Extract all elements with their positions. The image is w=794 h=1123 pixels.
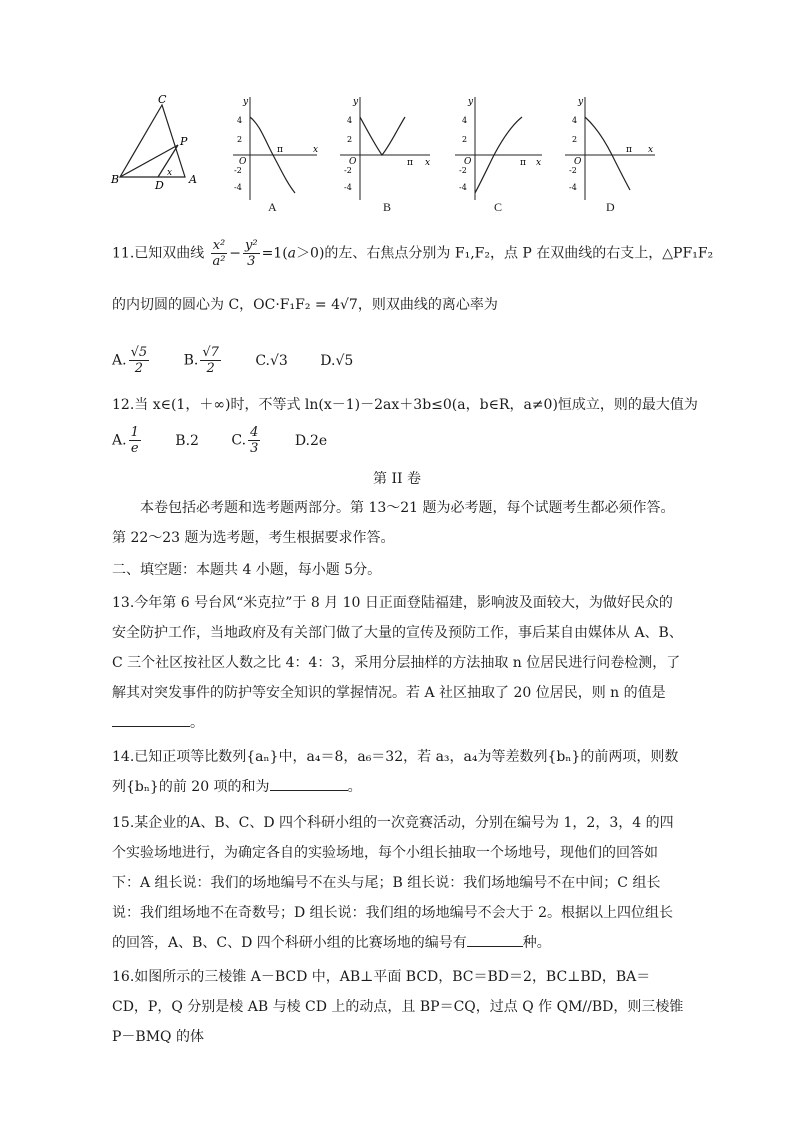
section-title: 第 II 卷 <box>373 471 421 487</box>
answer-blank[interactable] <box>270 776 348 791</box>
graph-c <box>450 95 545 205</box>
svg-text:y: y <box>353 97 359 107</box>
q15: 15.某企业的A、B、C、D 四个科研小组的一次竞赛活动，分别在编号为 1，2，3，4 的四个实验场地进行，为确定各自的实验场地，每个小组长抽取一个场地号，现他们的回答如下：A 组长说：我们的场地编号不在头与尾；B 组长说：我们场地编号不在中间；C 组长说：我们组场地不在奇数号；D 组长说：我们组的场地编号不会大于 2。根据以上四位组长的回答，A、B、C、D 四个科研小组的比赛场地的编号有 种。 <box>112 815 674 951</box>
svg-text:y: y <box>243 97 249 107</box>
svg-text:-4: -4 <box>569 183 577 192</box>
svg-text:4: 4 <box>237 116 243 125</box>
svg-text:O: O <box>464 157 472 167</box>
q16: 16.如图所示的三棱锥 A－BCD 中，AB⊥平面 BCD，BC＝BD＝2，BC⊥BD，BA＝CD，P，Q 分别是棱 AB 与棱 CD 上的动点，且 BP＝CQ，过点 Q 作 QM//BD，则三棱锥 P－BMQ 的体 <box>112 969 684 1045</box>
answer-blank[interactable] <box>112 712 190 727</box>
svg-text:-2: -2 <box>459 166 467 175</box>
q12-options: A. $\frac{1}{e}$ B.2 C. $\frac{4}{3}$ D.2e <box>112 425 328 456</box>
graph-a <box>225 95 320 205</box>
fraction: $\frac{\text{x²}}{\text{a²}}$ <box>212 238 226 269</box>
label-d: D <box>155 179 164 192</box>
svg-text:-2: -2 <box>234 166 242 175</box>
svg-text:-4: -4 <box>344 183 352 192</box>
q12-text: 12.当 x∈(1，＋∞)时，不等式 ln(x－1)－2ax＋3b≤0(a，b∈R，a≠0)恒成立，则的最大值为 <box>112 397 698 413</box>
graph-b <box>335 95 435 205</box>
svg-text:x: x <box>648 145 654 155</box>
svg-text:π: π <box>520 158 526 168</box>
svg-text:2: 2 <box>462 135 468 144</box>
svg-text:y: y <box>578 97 584 107</box>
section-intro: 本卷包括必考题和选考题两部分。第 13～21 题为必考题，每个试题考生都必须作答。第 22～23 题为选考题，考生根据要求作答。 <box>112 500 675 546</box>
svg-text:y: y <box>468 97 474 107</box>
svg-text:x: x <box>536 158 542 168</box>
q11-line1: 11.已知双曲线 $\frac{\text{x²}}{\text{a²}}$ − $\frac{\text{y²}}{3}$ =1(a＞0)的左、右焦点分别为 F₁,F₂，点 P 在双曲线的右支上，△PF₁F₂ <box>112 238 714 269</box>
svg-text:2: 2 <box>347 135 353 144</box>
svg-text:-2: -2 <box>569 166 577 175</box>
svg-text:4: 4 <box>572 116 578 125</box>
svg-text:π: π <box>277 145 283 155</box>
svg-text:4: 4 <box>347 116 353 125</box>
svg-text:x: x <box>313 145 319 155</box>
q13: 13.今年第 6 号台风“米克拉”于 8 月 10 日正面登陆福建，影响波及面较大，为做好民众的安全防护工作，当地政府及有关部门做了大量的宣传及预防工作，事后某自由媒体从 A、B、C 三个社区按社区人数之比 4：4：3，采用分层抽样的方法抽取 n 位居民进行问卷检测，了解其对突发事件的防护等安全知识的掌握情况。若 A 社区抽取了 20 位居民，则 n 的值是。 <box>112 595 683 731</box>
svg-text:-4: -4 <box>234 183 242 192</box>
label-x: x <box>167 168 173 178</box>
caption-b: B <box>383 200 392 214</box>
svg-text:2: 2 <box>237 135 243 144</box>
svg-text:2: 2 <box>572 135 578 144</box>
svg-text:-4: -4 <box>459 183 467 192</box>
q11-options: A. $\frac{√5}{2}$ B. $\frac{√7}{2}$ C.√3 D.√5 <box>112 345 354 376</box>
answer-blank[interactable] <box>467 932 523 947</box>
graph-d <box>560 95 660 205</box>
caption-d: D <box>606 200 615 214</box>
triangle-figure <box>110 95 205 195</box>
q11-line2: 的内切圆的圆心为 C，OC·F₁F₂ = 4√7，则双曲线的离心率为 <box>112 297 498 313</box>
section-header: 二、填空题：本题共 4 小题，每小题 5分。 <box>112 562 382 578</box>
svg-text:-2: -2 <box>344 166 352 175</box>
svg-text:O: O <box>239 157 247 167</box>
svg-text:π: π <box>407 158 413 168</box>
label-a: A <box>189 173 197 186</box>
svg-text:O: O <box>574 157 582 167</box>
svg-text:x: x <box>425 158 431 168</box>
q14: 14.已知正项等比数列{aₙ}中，a₄＝8，a₆＝32，若 a₃，a₄为等差数列{bₙ}的前两项，则数列{bₙ}的前 20 项的和为 。 <box>112 749 679 795</box>
svg-text:4: 4 <box>462 116 468 125</box>
figure-row <box>110 95 680 225</box>
caption-a: A <box>268 200 277 214</box>
label-b: B <box>111 173 120 186</box>
caption-c: C <box>494 200 503 214</box>
label-c: C <box>158 95 167 106</box>
svg-text:π: π <box>626 145 632 155</box>
label-p: P <box>180 135 188 148</box>
svg-text:O: O <box>349 157 357 167</box>
